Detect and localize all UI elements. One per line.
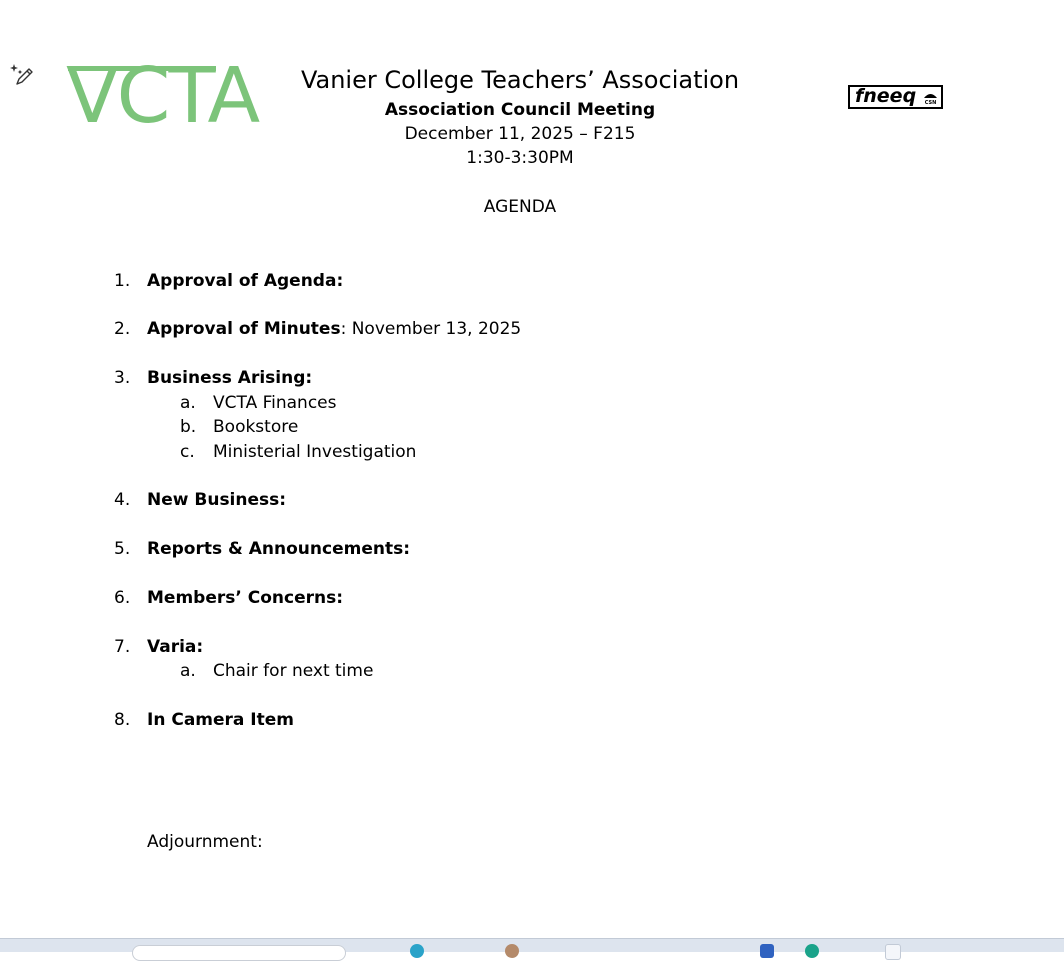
fneeq-logo-text: fneeq [855,85,917,107]
meeting-date-location: December 11, 2025 – F215 [404,124,636,144]
agenda-subitem [180,660,373,682]
agenda-subitem [180,392,337,414]
agenda-subitem-letter: c. [180,442,195,462]
agenda-item [114,318,521,340]
taskbar-app-icon[interactable] [805,944,819,958]
meeting-subtitle: Association Council Meeting [384,100,656,120]
agenda-item-number: 1. [114,271,131,291]
agenda-item-label: New Business: [147,490,287,510]
agenda-item [114,367,312,389]
agenda-item-number: 6. [114,588,131,608]
agenda-item [114,587,343,609]
agenda-subitem-text: VCTA Finances [213,393,337,413]
agenda-subitem-text: Bookstore [213,417,299,437]
vcta-logo: VCTA [66,52,259,141]
agenda-item-label: Business Arising: [147,368,313,388]
agenda-item [114,270,343,292]
taskbar-app-icon[interactable] [410,944,424,958]
agenda-subitem-text: Chair for next time [213,661,374,681]
agenda-item-label: Approval of Minutes [147,319,341,339]
meeting-time: 1:30-3:30PM [466,148,574,168]
taskbar-avatar-icon[interactable] [505,944,519,958]
sparkle-pen-icon[interactable] [8,60,36,88]
agenda-item-label: Members’ Concerns: [147,588,344,608]
agenda-item-label: Approval of Agenda: [147,271,344,291]
agenda-item-number: 3. [114,368,131,388]
agenda-item-number: 5. [114,539,131,559]
agenda-subitem [180,441,416,463]
agenda-heading: AGENDA [483,197,557,217]
agenda-subitem-letter: b. [180,417,197,437]
agenda-item-detail: : November 13, 2025 [340,319,522,339]
agenda-item-label: Varia: [147,637,204,657]
agenda-item [114,538,410,560]
adjournment-line: Adjournment: [147,832,263,852]
agenda-item [114,636,203,658]
agenda-subitem-text: Ministerial Investigation [213,442,417,462]
agenda-subitem [180,416,298,438]
agenda-item-number: 7. [114,637,131,657]
taskbar [0,938,1064,952]
agenda-subitem-letter: a. [180,393,196,413]
agenda-item-label: Reports & Announcements: [147,539,411,559]
agenda-item-number: 2. [114,319,131,339]
taskbar-app-icon[interactable] [885,944,901,960]
page-title: Vanier College Teachers’ Association [300,66,740,94]
agenda-item-number: 8. [114,710,131,730]
csn-badge-text: CSN [924,100,937,105]
agenda-subitem-letter: a. [180,661,196,681]
fneeq-logo [848,85,943,109]
agenda-item-label: In Camera Item [147,710,295,730]
taskbar-search-box[interactable] [132,945,346,961]
csn-emblem-icon [922,89,939,105]
agenda-item [114,489,286,511]
agenda-item-number: 4. [114,490,131,510]
taskbar-app-icon[interactable] [760,944,774,958]
agenda-item [114,709,294,731]
